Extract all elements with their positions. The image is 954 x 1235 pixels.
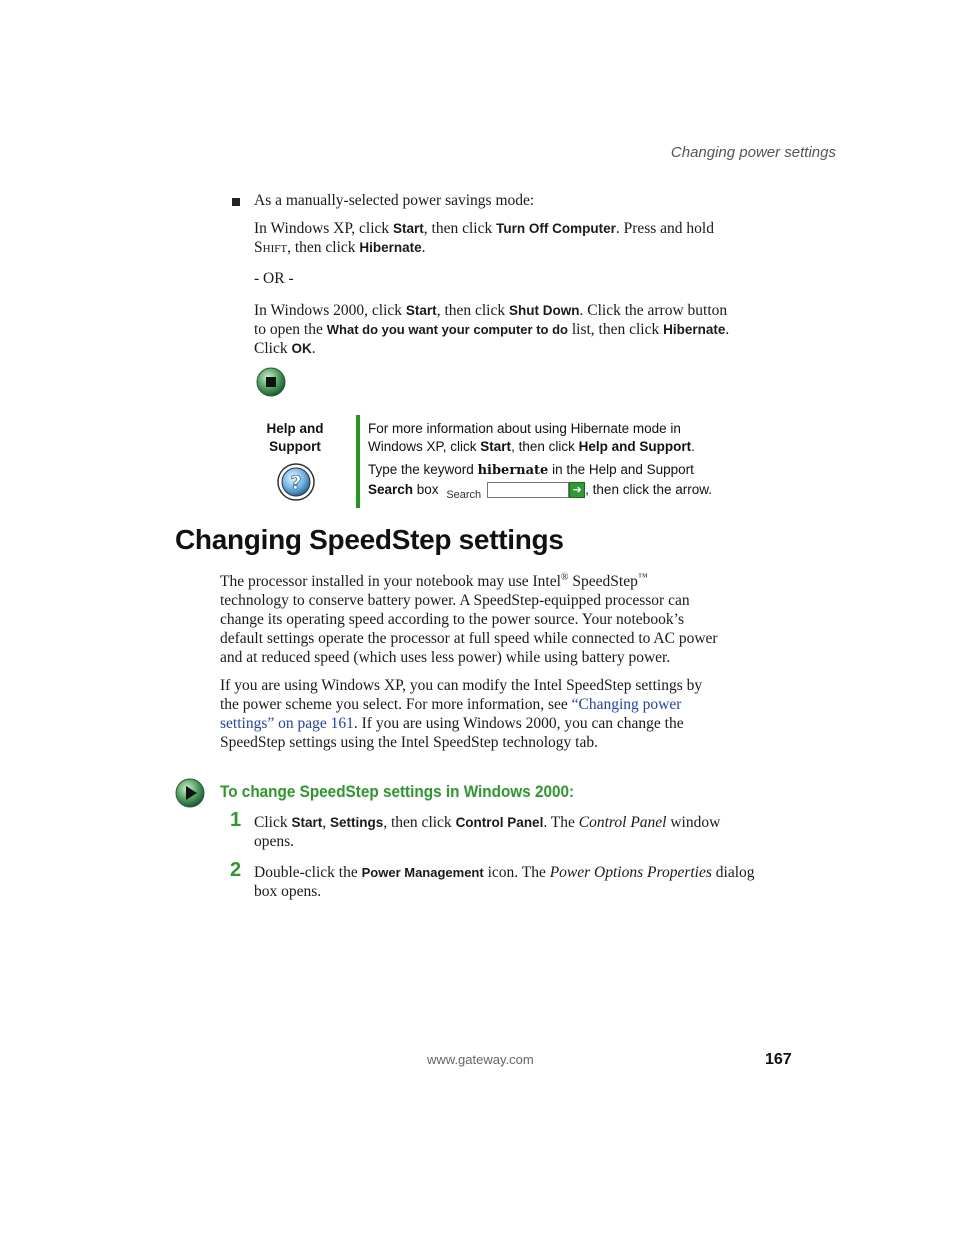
p2-line1: If you are using Windows XP, you can modify the Intel SpeedStep settings by [220, 677, 703, 694]
help-divider-bar [356, 415, 360, 508]
ui-hibernate: Hibernate [663, 322, 726, 337]
p1-line1: The processor installed in your notebook may use Intel® SpeedStep™ [220, 572, 648, 591]
footer-url: www.gateway.com [427, 1052, 534, 1067]
keyword-hibernate: hibernate [477, 463, 549, 478]
p2-line4: SpeedStep settings using the Intel SpeedStep technology tab. [220, 734, 598, 751]
p1-line5: and at reduced speed (which uses less power) while using battery power. [220, 649, 671, 667]
ui-control-panel: Control Panel [455, 815, 544, 830]
search-input[interactable] [487, 482, 569, 498]
step2-line2: box opens. [254, 883, 322, 900]
p1-line2: technology to conserve battery power. A SpeedStep-equipped processor can [220, 592, 690, 610]
section-paragraph-1 [220, 568, 800, 667]
p2-line2: the power scheme you select. For more information, see “Changing power [220, 696, 682, 713]
ui-search: Search [368, 481, 414, 497]
ui-start: Start [480, 438, 512, 454]
step-2-number: 2 [230, 859, 242, 881]
ui-start: Start [393, 221, 424, 236]
help-p1-line1: For more information about using Hibernate mode in [368, 421, 681, 436]
help-label [250, 420, 340, 455]
ui-shut-down: Shut Down [509, 303, 580, 318]
p2-line3: settings” on page 161. If you are using Windows 2000, you can change the [220, 715, 684, 732]
w2k-line-3: Click OK. [254, 340, 316, 357]
ui-turn-off-computer: Turn Off Computer [496, 221, 616, 236]
link-changing-power-settings[interactable]: “Changing power [571, 696, 682, 713]
help-question-icon [276, 462, 316, 502]
w2k-line-1: In Windows 2000, click Start, then click Shut Down. Click the arrow button [254, 302, 728, 319]
page-number: 167 [765, 1051, 792, 1068]
w2k-line-2: to open the What do you want your computer to do list, then click Hibernate. [254, 321, 730, 338]
step1-line1: Click Start, Settings, then click Control Panel. The Control Panel window [254, 814, 721, 831]
help-paragraph-1 [368, 420, 748, 455]
step1-line2: opens. [254, 833, 295, 850]
help-label-line2: Support [269, 438, 321, 454]
ui-start: Start [291, 815, 323, 830]
stop-icon [255, 366, 287, 398]
xp-line-1: In Windows XP, click Start, then click Turn Off Computer. Press and hold [254, 220, 714, 237]
bullet-intro: As a manually-selected power savings mode: [254, 192, 535, 209]
key-shift: Shift [254, 239, 288, 256]
w2k-instructions [254, 301, 799, 358]
ui-list-name: What do you want your computer to do [326, 322, 568, 337]
section-paragraph-2 [220, 676, 800, 752]
search-box-label: Search [446, 488, 482, 501]
or-separator: - OR - [254, 270, 294, 287]
procedure-arrow-icon [174, 777, 206, 809]
ui-settings: Settings [329, 815, 384, 830]
running-header: Changing power settings [670, 144, 836, 161]
step2-line1: Double-click the Power Management icon. The Power Options Properties dialog [254, 864, 755, 881]
help-label-line1: Help and [266, 421, 324, 436]
step-1-text [254, 813, 799, 851]
bullet-square-icon [232, 198, 240, 206]
search-go-arrow-icon[interactable]: ➜ [569, 482, 585, 498]
ui-power-management: Power Management [361, 865, 484, 880]
help-p2-line1: Type the keyword hibernate in the Help and Support [368, 462, 694, 478]
p1-line4: default settings operate the processor at full speed while connected to AC power [220, 630, 718, 648]
ui-ok: OK [291, 341, 312, 356]
procedure-title: To change SpeedStep settings in Windows 2000: [220, 782, 575, 801]
section-title: Changing SpeedStep settings [175, 524, 564, 555]
svg-text:?: ? [290, 472, 302, 494]
ui-help-and-support: Help and Support [578, 438, 692, 454]
ui-start: Start [405, 303, 437, 318]
ui-hibernate: Hibernate [359, 240, 422, 255]
help-p2-line2: Search box $_{Search}$ ➜ , then click the arrow. [368, 481, 712, 501]
help-p1-line2: Windows XP, click Start, then click Help and Support. [368, 438, 695, 454]
help-paragraph-2 [368, 461, 748, 504]
xp-instructions [254, 219, 794, 257]
p1-line3: change its operating speed according to the power source. Your notebook’s [220, 611, 685, 629]
link-changing-power-settings-cont[interactable]: settings” on page 161 [220, 715, 354, 732]
xp-line-2: Shift, then click Hibernate. [254, 239, 426, 256]
step-1-number: 1 [230, 809, 242, 831]
step-2-text [254, 863, 799, 901]
